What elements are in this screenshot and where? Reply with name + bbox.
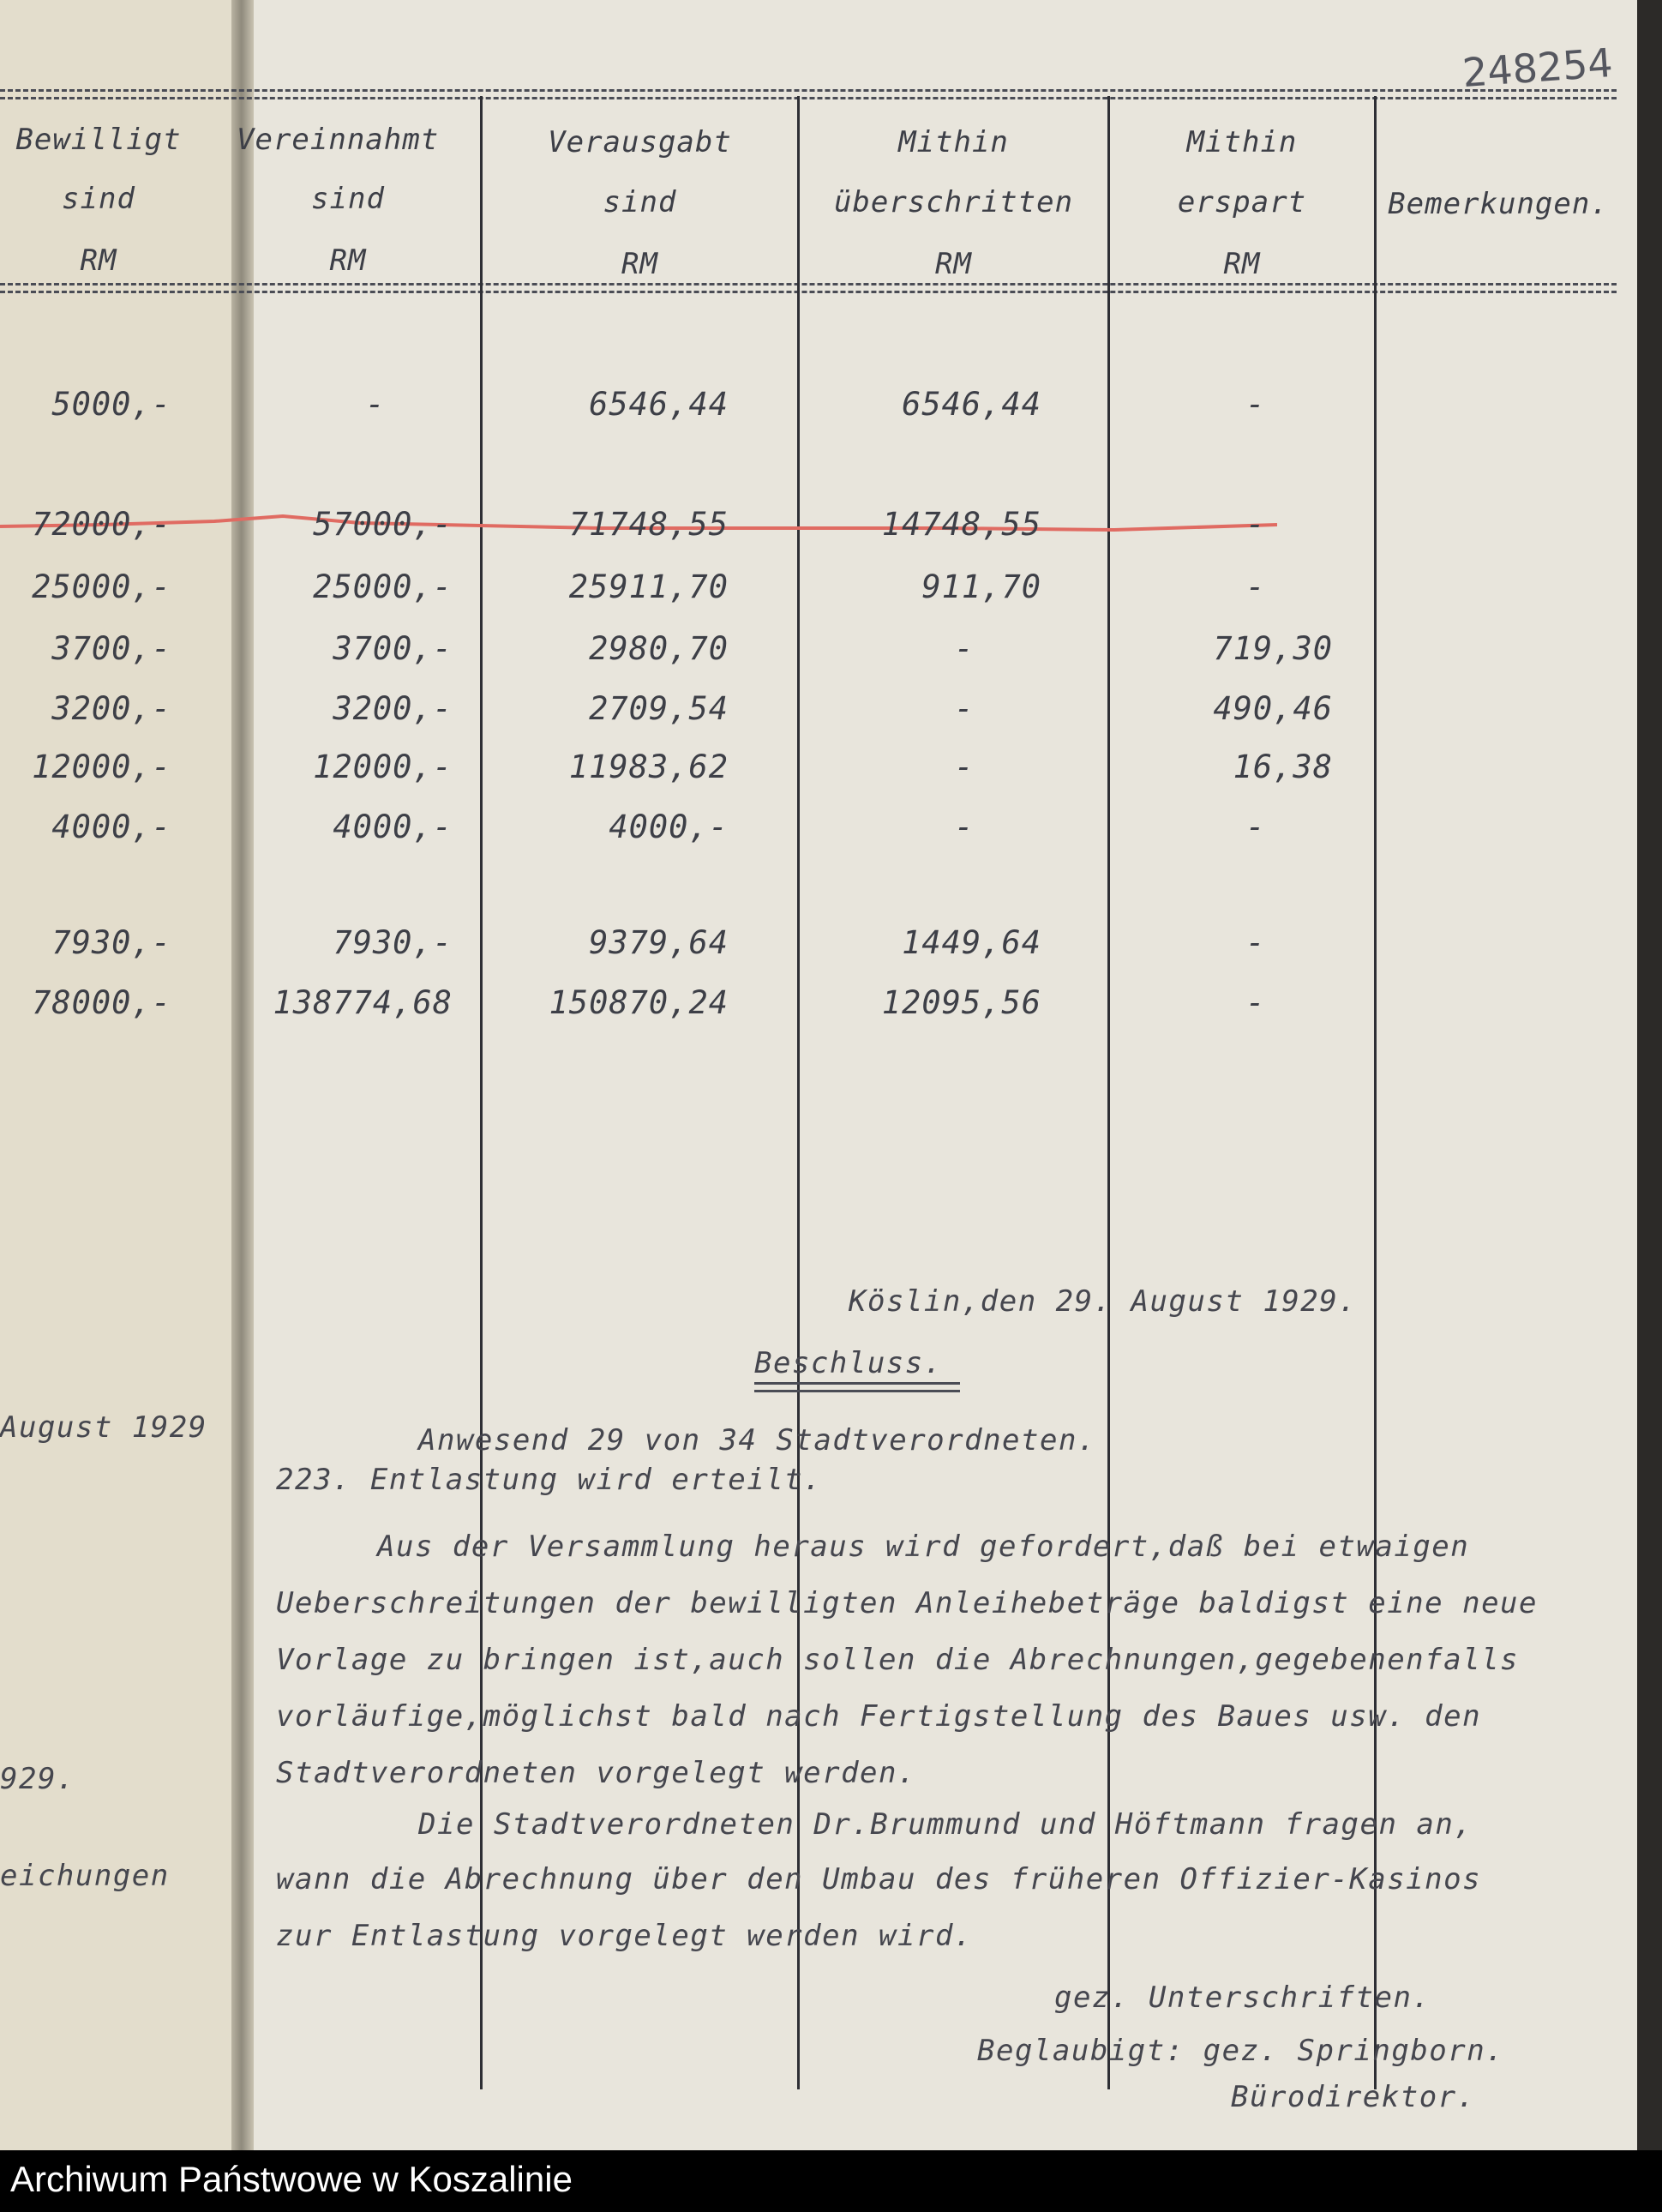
cell-erspart: -: [1245, 386, 1266, 423]
header-ueberschritten-mithin: Mithin: [898, 125, 1009, 159]
cell-ueberschritten: 1449,64: [902, 924, 1041, 961]
signature-line: gez. Unterschriften.: [1054, 1981, 1431, 2015]
heading-underline: [754, 1382, 960, 1392]
cell-ueberschritten: -: [954, 630, 975, 667]
resolution-line-7: Stadtverordneten vorgelegt werden.: [276, 1756, 916, 1790]
cell-ueberschritten: -: [954, 690, 975, 727]
cell-verausgabt: 150870,24: [549, 984, 729, 1021]
page-edge: [1637, 0, 1662, 2150]
header-ueberschritten: überschritten: [833, 185, 1074, 219]
cell-vereinnahmt: 4000,-: [333, 808, 453, 845]
cell-verausgabt: 4000,-: [609, 808, 729, 845]
cell-erspart: -: [1245, 506, 1266, 543]
cell-vereinnahmt: -: [365, 386, 386, 423]
resolution-line-4: Ueberschreitungen der bewilligten Anleihebeträge baldigst eine neue: [276, 1586, 1538, 1620]
header-erspart-mithin: Mithin: [1186, 125, 1298, 159]
header-verausgabt: Verausgabt: [548, 125, 732, 159]
cell-vereinnahmt: 3700,-: [333, 630, 453, 667]
header-vereinnahmt-rm: RM: [329, 243, 367, 278]
resolution-line-3: Aus der Versammlung heraus wird gefordert,daß bei etwaigen: [377, 1530, 1470, 1564]
resolution-line-1: Anwesend 29 von 34 Stadtverordneten.: [418, 1423, 1096, 1458]
cell-verausgabt: 25911,70: [568, 568, 729, 605]
cell-ueberschritten: -: [954, 808, 975, 845]
cell-vereinnahmt: 138774,68: [273, 984, 453, 1021]
cell-erspart: 16,38: [1233, 748, 1333, 785]
header-ueberschritten-rm: RM: [935, 247, 972, 281]
resolution-heading: Beschluss.: [754, 1346, 943, 1380]
cell-ueberschritten: 911,70: [921, 568, 1041, 605]
resolution-line-2: 223. Entlastung wird erteilt.: [276, 1463, 823, 1497]
cell-ueberschritten: 12095,56: [881, 984, 1041, 1021]
cell-bewilligt: 3200,-: [51, 690, 171, 727]
folio-number: 248254: [1461, 39, 1615, 97]
cell-vereinnahmt: 57000,-: [313, 506, 453, 543]
left-fragment-year: 929.: [0, 1762, 75, 1796]
cell-erspart: -: [1245, 568, 1266, 605]
header-vereinnahmt: Vereinnahmt: [237, 123, 440, 157]
cell-vereinnahmt: 3200,-: [333, 690, 453, 727]
header-erspart: erspart: [1177, 185, 1307, 219]
header-bemerkungen: Bemerkungen.: [1388, 187, 1609, 221]
archive-label: Archiwum Państwowe w Koszalinie: [10, 2159, 573, 2199]
cell-verausgabt: 2980,70: [589, 630, 729, 667]
cell-bewilligt: 7930,-: [51, 924, 171, 961]
header-verausgabt-sind: sind: [603, 185, 677, 219]
cell-ueberschritten: 14748,55: [881, 506, 1041, 543]
header-bewilligt: Bewilligt: [15, 123, 182, 157]
column-divider-2: [797, 96, 800, 2089]
cell-bewilligt: 12000,-: [32, 748, 171, 785]
cell-verausgabt: 2709,54: [589, 690, 729, 727]
cell-verausgabt: 11983,62: [568, 748, 729, 785]
certified-line: Beglaubigt: gez. Springborn.: [977, 2034, 1505, 2068]
column-divider-1: [480, 96, 483, 2089]
cell-erspart: 719,30: [1213, 630, 1333, 667]
cell-erspart: -: [1245, 924, 1266, 961]
cell-bewilligt: 3700,-: [51, 630, 171, 667]
left-fragment-date: August 1929: [0, 1410, 207, 1445]
cell-verausgabt: 6546,44: [589, 386, 729, 423]
cell-erspart: -: [1245, 984, 1266, 1021]
header-erspart-rm: RM: [1223, 247, 1261, 281]
header-bewilligt-rm: RM: [80, 243, 117, 278]
column-divider-4: [1374, 96, 1377, 2089]
cell-erspart: 490,46: [1213, 690, 1333, 727]
cell-bewilligt: 25000,-: [32, 568, 171, 605]
header-verausgabt-rm: RM: [621, 247, 658, 281]
resolution-line-9: wann die Abrechnung über den Umbau des früheren Offizier-Kasinos: [276, 1862, 1482, 1896]
resolution-line-10: zur Entlastung vorgelegt werden wird.: [276, 1919, 973, 1953]
cell-bewilligt: 72000,-: [32, 506, 171, 543]
cell-bewilligt: 4000,-: [51, 808, 171, 845]
place-date: Köslin,den 29. August 1929.: [849, 1284, 1358, 1319]
resolution-line-6: vorläufige,möglichst bald nach Fertigstellung des Baues usw. den: [276, 1699, 1482, 1734]
book-gutter: [231, 0, 254, 2150]
header-vereinnahmt-sind: sind: [311, 182, 385, 216]
cell-bewilligt: 5000,-: [51, 386, 171, 423]
cell-vereinnahmt: 25000,-: [313, 568, 453, 605]
cell-verausgabt: 71748,55: [568, 506, 729, 543]
column-divider-3: [1107, 96, 1110, 2089]
cell-vereinnahmt: 7930,-: [333, 924, 453, 961]
director-title: Bürodirektor.: [1231, 2080, 1476, 2114]
cell-ueberschritten: 6546,44: [902, 386, 1041, 423]
archive-footer: [0, 2150, 1662, 2212]
left-page: [0, 0, 231, 2150]
cell-vereinnahmt: 12000,-: [313, 748, 453, 785]
header-bewilligt-sind: sind: [62, 182, 135, 216]
resolution-line-8: Die Stadtverordneten Dr.Brummund und Höftmann fragen an,: [418, 1807, 1473, 1842]
cell-ueberschritten: -: [954, 748, 975, 785]
resolution-line-5: Vorlage zu bringen ist,auch sollen die Abrechnungen,gegebenenfalls: [276, 1643, 1520, 1677]
cell-bewilligt: 78000,-: [32, 984, 171, 1021]
cell-erspart: -: [1245, 808, 1266, 845]
cell-verausgabt: 9379,64: [589, 924, 729, 961]
left-fragment-word: eichungen: [0, 1859, 170, 1893]
